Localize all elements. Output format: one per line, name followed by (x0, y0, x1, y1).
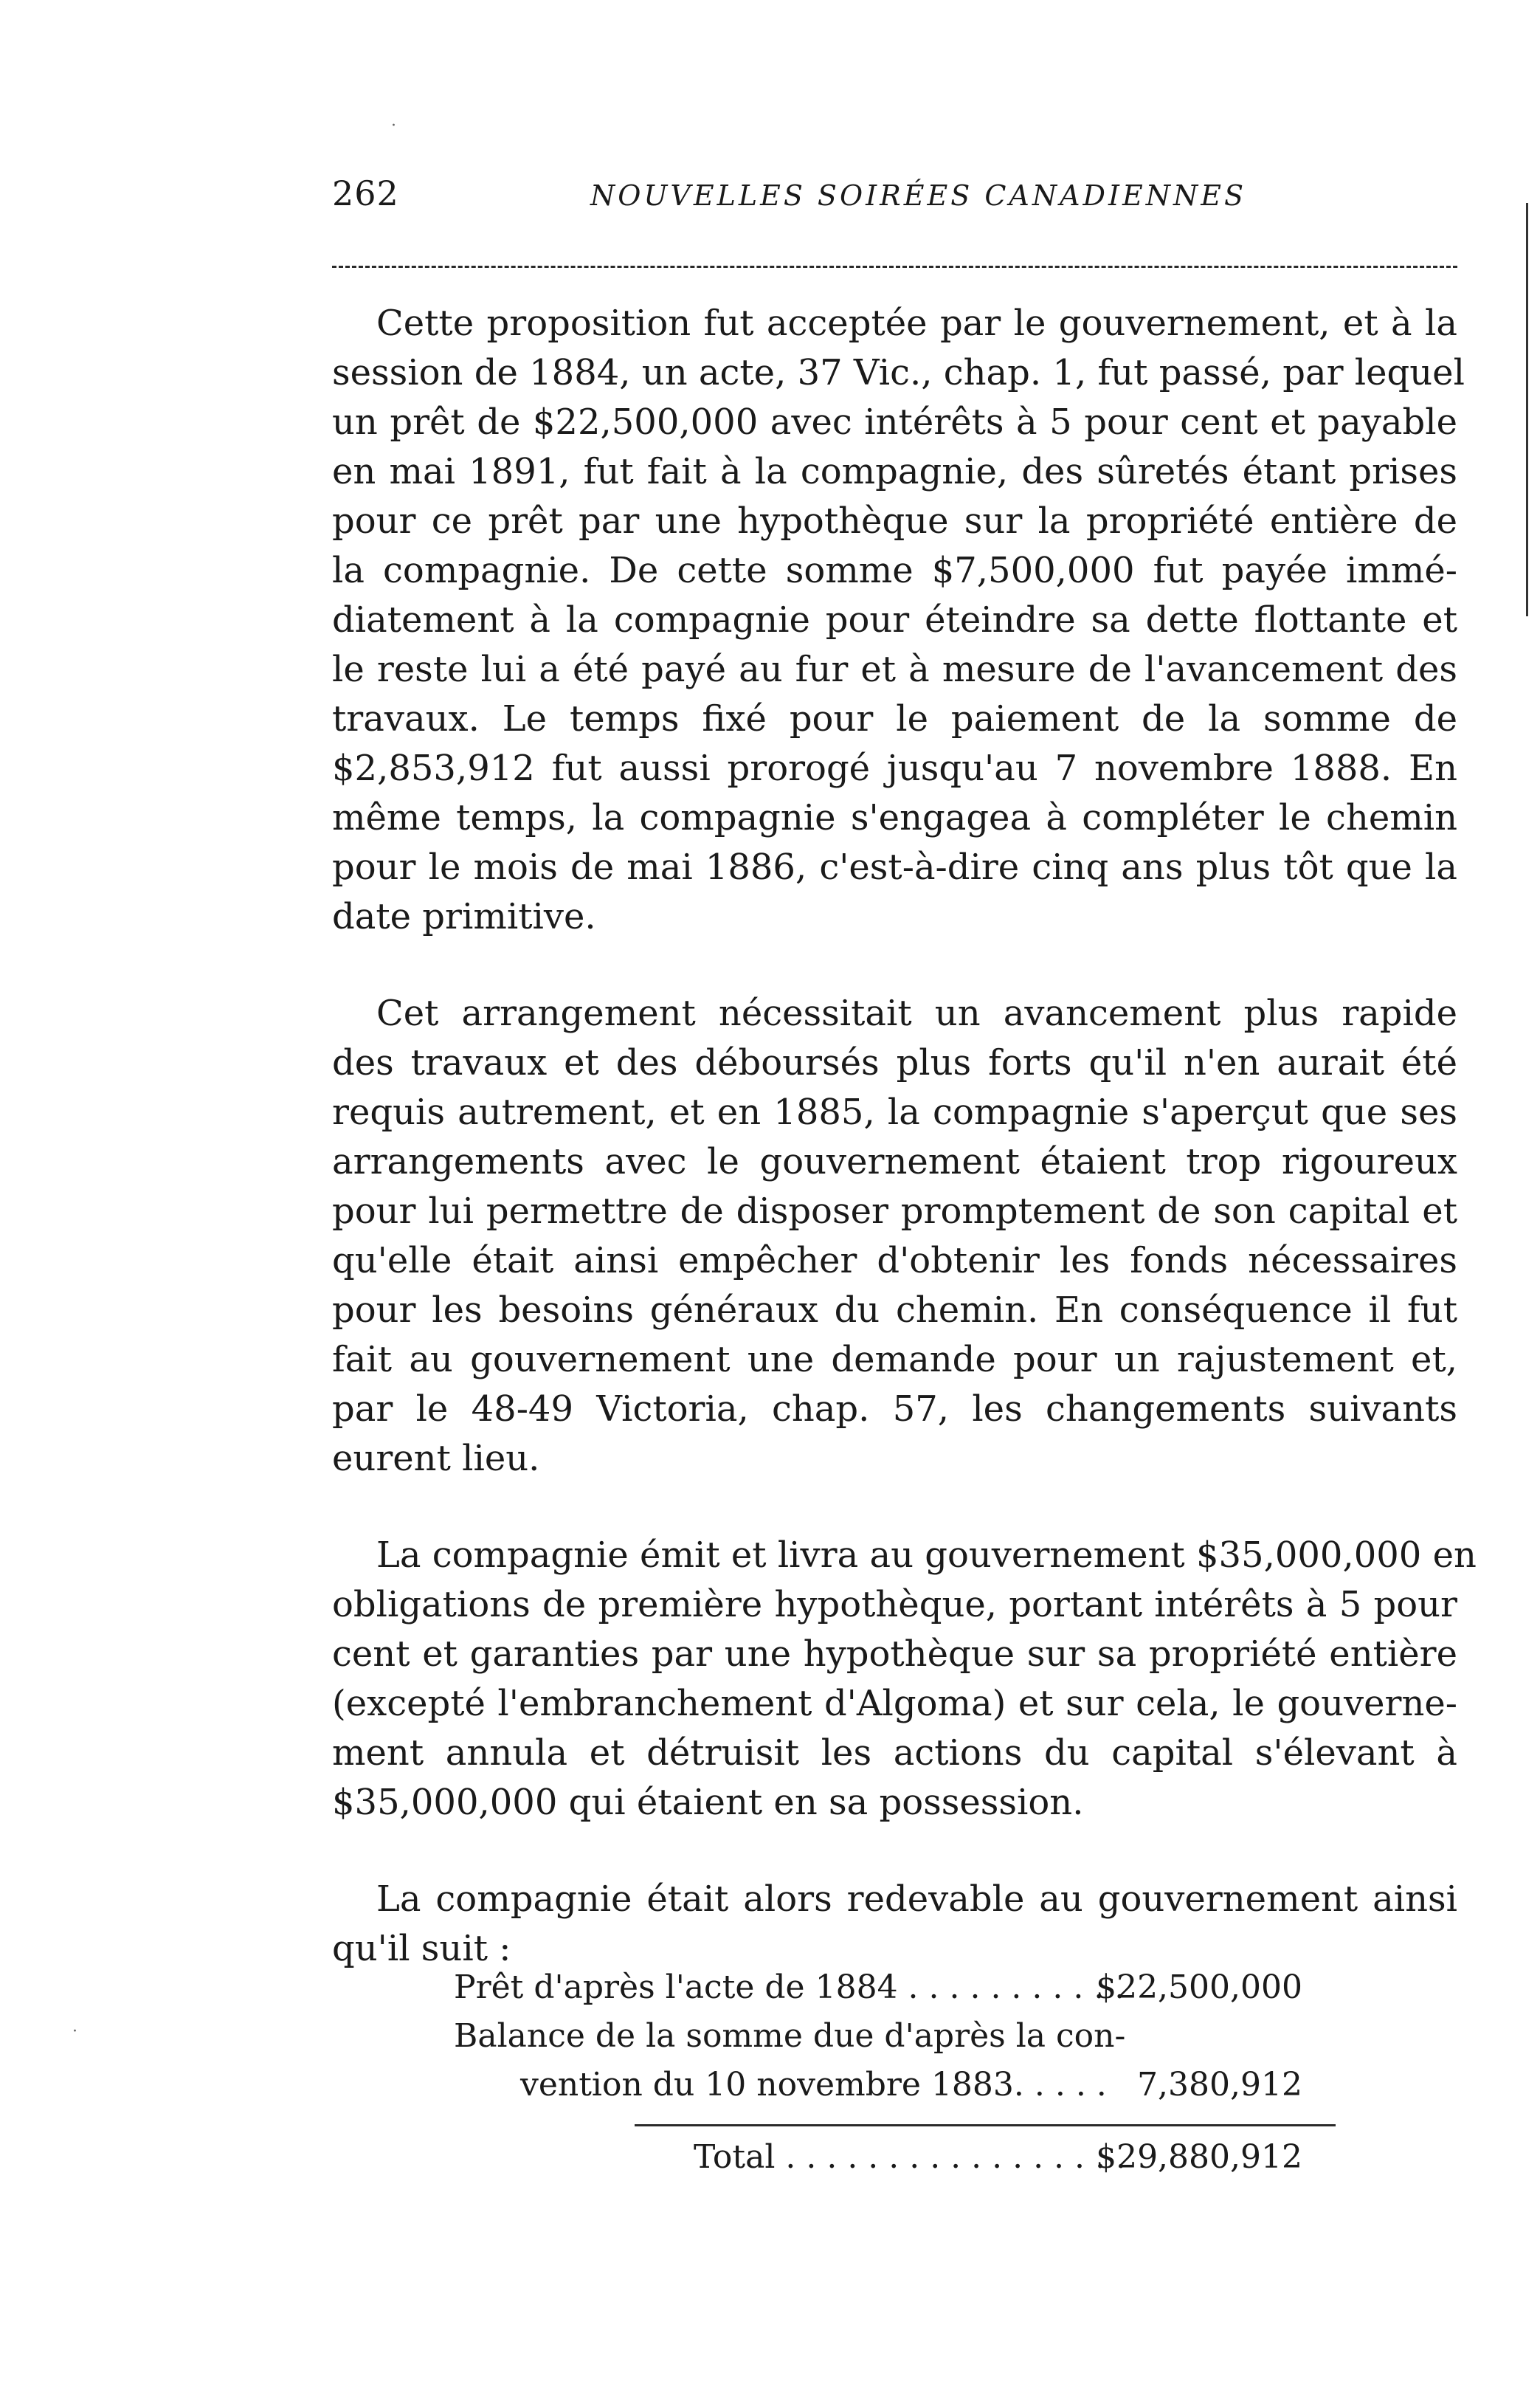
text-line: $2,853,912 fut aussi prorogé jusqu'au 7 novembre 1888. En (332, 748, 1457, 789)
text-line: par le 48-49 Victoria, chap. 57, les changements suivants (332, 1388, 1457, 1430)
text-line: fait au gouvernement une demande pour un rajustement et, (332, 1339, 1457, 1380)
text-line: qu'elle était ainsi empêcher d'obtenir les fonds nécessaires (332, 1240, 1457, 1281)
text-line: cent et garanties par une hypothèque sur sa propriété entière (332, 1633, 1457, 1675)
text-line: en mai 1891, fut fait à la compagnie, des sûretés étant prises (332, 451, 1457, 492)
ledger-label: Prêt d'après l'acte de 1884 . . . . . . . . . . . (454, 1968, 1125, 2006)
speck-mark: · (72, 2022, 77, 2041)
text-line: obligations de première hypothèque, portant intérêts à 5 pour (332, 1584, 1457, 1625)
paragraph (332, 989, 1457, 1484)
page-header (332, 173, 1457, 225)
text-line: pour ce prêt par une hypothèque sur la propriété entière de (332, 500, 1457, 542)
text-line: pour les besoins généraux du chemin. En conséquence il fut (332, 1289, 1457, 1331)
text-line: des travaux et des déboursés plus forts qu'il n'en aurait été (332, 1042, 1457, 1084)
sum-rule (635, 2124, 1336, 2126)
ledger-amount: 7,380,912 (1137, 2066, 1302, 2104)
ledger-amount: $22,500,000 (1096, 1968, 1302, 2006)
total-label: Total . . . . . . . . . . . . . . . . . (694, 2138, 1126, 2176)
text-line: arrangements avec le gouvernement étaient trop rigoureux (332, 1141, 1457, 1182)
running-title: NOUVELLES SOIRÉES CANADIENNES (590, 179, 1247, 212)
text-line: qu'il suit : (332, 1928, 511, 1969)
paragraph (332, 299, 1465, 942)
text-line: diatement à la compagnie pour éteindre sa dette flottante et (332, 599, 1457, 641)
speck-mark: · (391, 117, 396, 135)
total-amount: $29,880,912 (1096, 2138, 1302, 2176)
text-line: pour le mois de mai 1886, c'est-à-dire cinq ans plus tôt que la (332, 847, 1457, 888)
text-line: La compagnie était alors redevable au gouvernement ainsi (376, 1878, 1457, 1920)
text-line: (excepté l'embranchement d'Algoma) et sur cela, le gouverne- (332, 1683, 1457, 1724)
text-line: Cet arrangement nécessitait un avancement plus rapide (376, 993, 1457, 1034)
ledger-row (332, 2061, 1457, 2109)
header-rule (332, 266, 1457, 268)
text-line: un prêt de $22,500,000 avec intérêts à 5 pour cent et payable (332, 402, 1457, 443)
text-line: $35,000,000 qui étaient en sa possession. (332, 1782, 1084, 1823)
text-line: La compagnie émit et livra au gouvernement $35,000,000 en (376, 1534, 1477, 1576)
text-line: même temps, la compagnie s'engagea à compléter le chemin (332, 797, 1457, 838)
paragraph (332, 1875, 1457, 1974)
margin-line (1526, 203, 1528, 616)
text-line: le reste lui a été payé au fur et à mesure de l'avancement des (332, 649, 1457, 690)
ledger-label: vention du 10 novembre 1883. . . . . (520, 2066, 1107, 2104)
text-line: la compagnie. De cette somme $7,500,000 fut payée immé- (332, 550, 1457, 591)
ledger-label: Balance de la somme due d'après la con- (454, 2017, 1126, 2055)
paragraph (332, 1531, 1477, 1827)
ledger-row (332, 1963, 1457, 2012)
page-number: 262 (332, 173, 399, 213)
text-line: requis autrement, et en 1885, la compagnie s'aperçut que ses (332, 1092, 1457, 1133)
body-text (332, 299, 1477, 1974)
text-line: pour lui permettre de disposer promptement de son capital et (332, 1191, 1457, 1232)
ledger-total-row (332, 2133, 1457, 2182)
text-line: date primitive. (332, 896, 596, 937)
text-line: ment annula et détruisit les actions du capital s'élevant à (332, 1732, 1457, 1774)
debt-ledger (332, 1963, 1457, 2109)
ledger-row (332, 2012, 1457, 2061)
text-line: eurent lieu. (332, 1438, 540, 1479)
text-line: session de 1884, un acte, 37 Vic., chap. 1, fut passé, par lequel (332, 352, 1465, 393)
text-line: Cette proposition fut acceptée par le gouvernement, et à la (376, 303, 1457, 344)
text-line: travaux. Le temps fixé pour le paiement de la somme de (332, 698, 1457, 740)
